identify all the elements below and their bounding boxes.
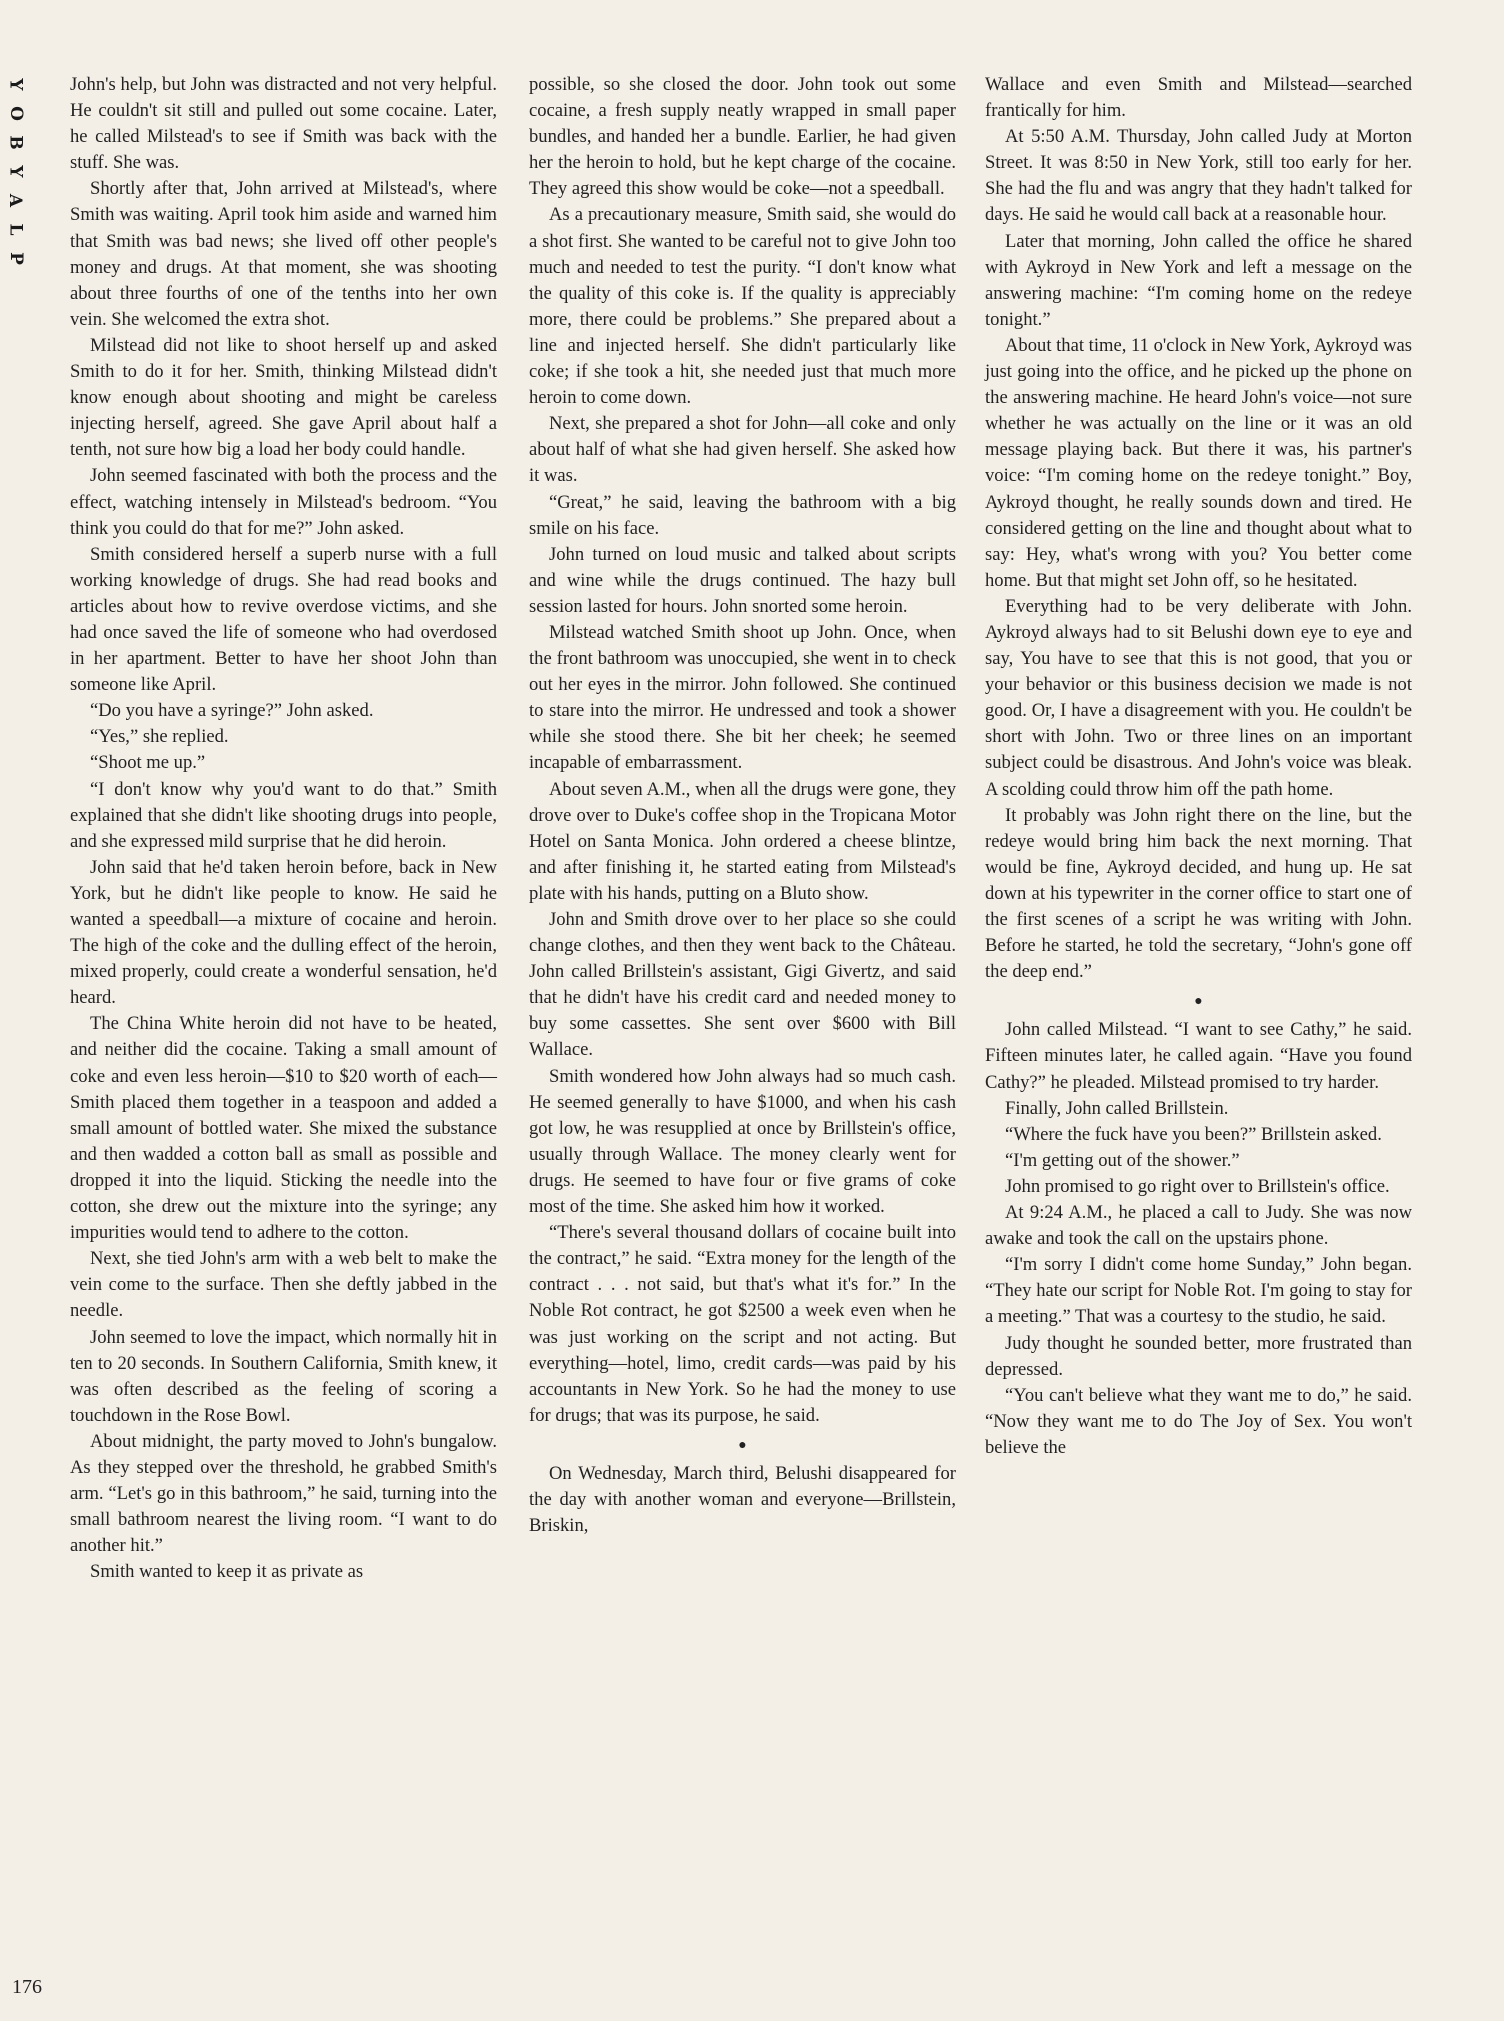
article-paragraph: About midnight, the party moved to John's bungalow. As they stepped over the threshold, he grabbed Smith's arm. “Let's go in this bathroom,” he said, turning into the small bathroom nearest the living room. “I want to do another hit.”: [70, 1430, 497, 1557]
article-paragraph: “Shoot me up.”: [90, 752, 206, 774]
section-break-bullet: ●: [1194, 994, 1203, 1010]
text-column-2: [529, 72, 956, 1539]
text-column-1: [70, 72, 497, 1585]
article-paragraph: “I'm sorry I didn't come home Sunday,” John began. “They hate our script for Noble Rot. I'm going to stay for a meeting.” That was a courtesy to the studio, he said.: [985, 1254, 1412, 1328]
article-paragraph: At 9:24 A.M., he placed a call to Judy. She was now awake and took the call on the upstairs phone.: [985, 1202, 1412, 1250]
continued-paragraph: John's help, but John was distracted and not very helpful. He couldn't sit still and pulled out some cocaine. Later, he called Milstead's to see if Smith was back with the stuff. She was.: [70, 74, 497, 174]
article-paragraph: “Great,” he said, leaving the bathroom with a big smile on his face.: [529, 491, 956, 539]
article-paragraph: On Wednesday, March third, Belushi disappeared for the day with another woman and everyone—Brillstein, Briskin,: [529, 1462, 956, 1537]
article-paragraph: “Do you have a syringe?” John asked.: [90, 700, 374, 722]
article-paragraph: It probably was John right there on the line, but the redeye would bring him back the next morning. That would be fine, Aykroyd decided, and hung up. He sat down at his typewriter in the corner office to start one of the first scenes of a script he was writing with John. Before he started, he told the secretary, “John's gone off the deep end.”: [985, 804, 1412, 983]
article-paragraph: Milstead did not like to shoot herself up and asked Smith to do it for her. Smith, thinking Milstead didn't know enough about shooting and might be careless injecting herself, agreed. She gave April about half a tenth, not sure how big a load her body could handle.: [70, 334, 497, 461]
page-number: 176: [12, 1976, 42, 1998]
text-column-3: [985, 72, 1412, 1461]
article-paragraph: Next, she tied John's arm with a web belt to make the vein come to the surface. Then she deftly jabbed in the needle.: [70, 1248, 497, 1322]
article-paragraph: As a precautionary measure, Smith said, she would do a shot first. She wanted to be careful not to give John too much and needed to test the purity. “I don't know what the quality of this coke is. If the quality is appreciably more, there could be problems.” She prepared about a line and injected herself. She didn't particularly like coke; if she took a hit, she needed just that much more heroin to come down.: [529, 204, 956, 409]
article-paragraph: “There's several thousand dollars of cocaine built into the contract,” he said. “Extra money for the length of the contract . . . not said, but that's what it's for.” In the Noble Rot contract, he got $2500 a week even when he was just working on the script and not acting. But everything—hotel, limo, credit cards—was paid by his accountants in New York. So he had the money to use for drugs; that was its purpose, he said.: [529, 1222, 956, 1426]
article-paragraph: About that time, 11 o'clock in New York, Aykroyd was just going into the office, and he picked up the phone on the answering machine. He heard John's voice—not sure whether he was actually on the line or it was an old message playing back. But there it was, his partner's voice: “I'm coming home on the redeye tonight.” Boy, Aykroyd thought, he really sounds down and tired. He considered getting on the line and thought about what to say: Hey, what's wrong with you? You better come home. But that might set John off, so he hesitated.: [985, 334, 1412, 591]
article-paragraph: Smith considered herself a superb nurse with a full working knowledge of drugs. She had read books and articles about how to revive overdose victims, and she had once saved the life of someone who had overdosed in her apartment. Better to have her shoot John than someone like April.: [70, 543, 497, 696]
running-head-letter: P: [5, 252, 26, 265]
article-paragraph: John and Smith drove over to her place so she could change clothes, and then they went back to the Château. John called Brillstein's assistant, Gigi Givertz, and said that he didn't have his credit card and needed money to buy some cassettes. She sent over $600 with Bill Wallace.: [529, 909, 956, 1061]
article-paragraph: Milstead watched Smith shoot up John. Once, when the front bathroom was unoccupied, she went in to check out her eyes in the mirror. John followed. She continued to stare into the mirror. He undressed and took a shower while she stood there. She bit her cheek; he seemed incapable of embarrassment.: [529, 621, 956, 774]
article-paragraph: John promised to go right over to Brillstein's office.: [1005, 1175, 1390, 1197]
article-paragraph: Later that morning, John called the office he shared with Aykroyd in New York and left a message on the answering machine: “I'm coming home on the redeye tonight.”: [985, 230, 1412, 330]
article-paragraph: John called Milstead. “I want to see Cathy,” he said. Fifteen minutes later, he called again. “Have you found Cathy?” he pleaded. Milstead promised to try harder.: [985, 1019, 1412, 1093]
article-paragraph: Shortly after that, John arrived at Milstead's, where Smith was waiting. April took him aside and warned him that Smith was bad news; she lived off other people's money and drugs. At that moment, she was shooting about three fourths of one of the tenths into her own vein. She welcomed the extra shot.: [70, 178, 497, 330]
article-paragraph: “I'm getting out of the shower.”: [1005, 1149, 1240, 1171]
running-head-letter: O: [5, 106, 26, 121]
running-head-letter: B: [5, 135, 26, 150]
article-paragraph: At 5:50 A.M. Thursday, John called Judy at Morton Street. It was 8:50 in New York, still too early for her. She had the flu and was angry that they hadn't talked for days. He said he would call back at a reasonable hour.: [985, 126, 1412, 226]
article-paragraph: “You can't believe what they want me to do,” he said. “Now they want me to do The Joy of Sex. You won't believe the: [985, 1384, 1412, 1458]
article-paragraph: Smith wanted to keep it as private as: [90, 1561, 364, 1583]
article-paragraph: John said that he'd taken heroin before, back in New York, but he didn't like people to know. He said he wanted a speedball—a mixture of cocaine and heroin. The high of the coke and the dulling effect of the heroin, mixed properly, could create a wonderful sensation, he'd heard.: [70, 856, 497, 1009]
article-paragraph: “Yes,” she replied.: [90, 726, 229, 748]
article-paragraph: Smith wondered how John always had so much cash. He seemed generally to have $1000, and when his cash got low, he was resupplied at once by Brillstein's office, usually through Wallace. The money clearly went for drugs. He seemed to have four or five grams of coke most of the time. She asked him how it worked.: [529, 1065, 956, 1218]
article-paragraph: Next, she prepared a shot for John—all coke and only about half of what she had given herself. She asked how it was.: [529, 413, 956, 487]
article-paragraph: The China White heroin did not have to be heated, and neither did the cocaine. Taking a small amount of coke and even less heroin—$10 to $20 worth of each—Smith placed them together in a teaspoon and added a small amount of bottled water. She mixed the substance and then wadded a cotton ball as small as possible and dropped it into the liquid. Sticking the needle into the cotton, she drew out the mixture into the syringe; any impurities would tend to adhere to the cotton.: [70, 1013, 497, 1244]
continued-paragraph: Wallace and even Smith and Milstead—searched frantically for him.: [985, 74, 1412, 122]
article-paragraph: Finally, John called Brillstein.: [1005, 1097, 1229, 1119]
continued-paragraph: possible, so she closed the door. John took out some cocaine, a fresh supply neatly wrapped in small paper bundles, and handed her a bundle. Earlier, he had given her the heroin to hold, but he kept charge of the cocaine. They agreed this show would be coke—not a speedball.: [529, 74, 956, 200]
article-paragraph: “Where the fuck have you been?” Brillstein asked.: [1005, 1123, 1382, 1145]
article-paragraph: About seven A.M., when all the drugs were gone, they drove over to Duke's coffee shop in the Tropicana Motor Hotel on Santa Monica. John ordered a cheese blintze, and after finishing it, he started eating from Milstead's plate with his hands, putting on a Bluto show.: [529, 778, 956, 904]
running-head-letter: L: [5, 223, 26, 236]
magazine-running-head: [6, 70, 24, 273]
running-head-letter: Y: [5, 165, 26, 178]
running-head-letter: A: [5, 193, 26, 208]
article-paragraph: Everything had to be very deliberate with John. Aykroyd always had to sit Belushi down eye to eye and say, You have to see that this is not good, that you or your behavior or this business decision we made is not good. Or, I have a disagreement with you. He couldn't be short with John. Two or three lines on an important subject could be disastrous. And John's voice was bleak. A scolding could throw him off the path home.: [985, 595, 1412, 800]
article-paragraph: John turned on loud music and talked about scripts and wine while the drugs continued. The hazy bull session lasted for hours. John snorted some heroin.: [529, 543, 956, 617]
article-paragraph: “I don't know why you'd want to do that.” Smith explained that she didn't like shooting drugs into people, and she expressed mild surprise that he did heroin.: [70, 778, 497, 852]
article-paragraph: John seemed to love the impact, which normally hit in ten to 20 seconds. In Southern California, Smith knew, it was often described as the feeling of scoring a touchdown in the Rose Bowl.: [70, 1326, 497, 1426]
article-paragraph: Judy thought he sounded better, more frustrated than depressed.: [985, 1332, 1412, 1380]
running-head-letter: Y: [5, 78, 26, 91]
section-break-bullet: ●: [738, 1437, 747, 1453]
article-paragraph: John seemed fascinated with both the process and the effect, watching intensely in Milstead's bedroom. “You think you could do that for me?” John asked.: [70, 465, 497, 539]
